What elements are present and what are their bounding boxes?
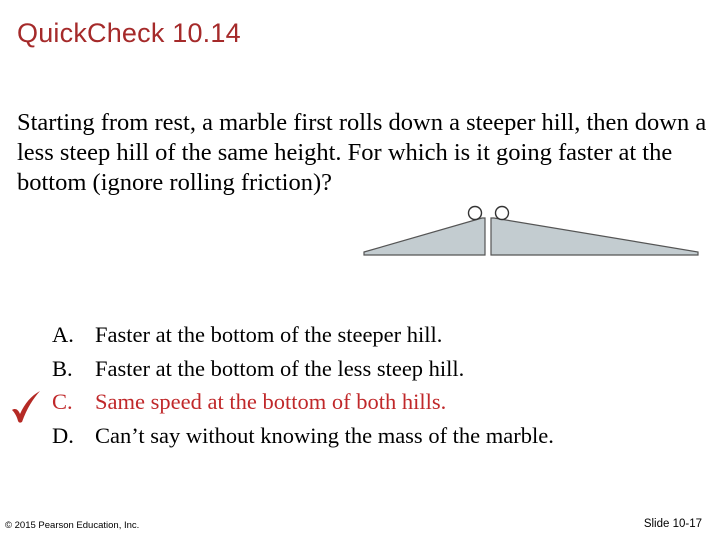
choice-b[interactable]	[52, 352, 554, 386]
marble-left	[469, 207, 482, 220]
marble-right	[496, 207, 509, 220]
slide-number: Slide 10-17	[643, 518, 702, 530]
choice-c[interactable]	[52, 385, 554, 419]
hills-figure	[360, 200, 705, 265]
choice-d[interactable]	[52, 419, 554, 453]
copyright-text: © 2015 Pearson Education, Inc.	[5, 520, 140, 531]
slide-title: QuickCheck 10.14	[17, 18, 241, 48]
choice-text: Faster at the bottom of the steeper hill.	[95, 322, 443, 347]
hills-illustration	[360, 200, 705, 260]
choice-letter: B.	[52, 355, 73, 381]
choice-letter: D.	[52, 422, 74, 448]
answer-choices	[52, 318, 554, 452]
choice-a[interactable]	[52, 318, 554, 352]
choice-text: Can’t say without knowing the mass of the marble.	[95, 422, 554, 448]
choice-letter: A.	[52, 322, 74, 347]
question-text: Starting from rest, a marble first rolls down a steeper hill, then down a less steep hill of the same height. For which is it going faster at the bottom (ignore rolling friction)?	[17, 109, 707, 196]
steeper-hill	[364, 218, 485, 255]
choice-letter: C.	[52, 389, 73, 414]
choice-text: Faster at the bottom of the less steep hill.	[95, 355, 465, 381]
checkmark-icon	[10, 390, 42, 429]
less-steep-hill	[491, 218, 698, 255]
choice-text: Same speed at the bottom of both hills.	[95, 389, 447, 414]
